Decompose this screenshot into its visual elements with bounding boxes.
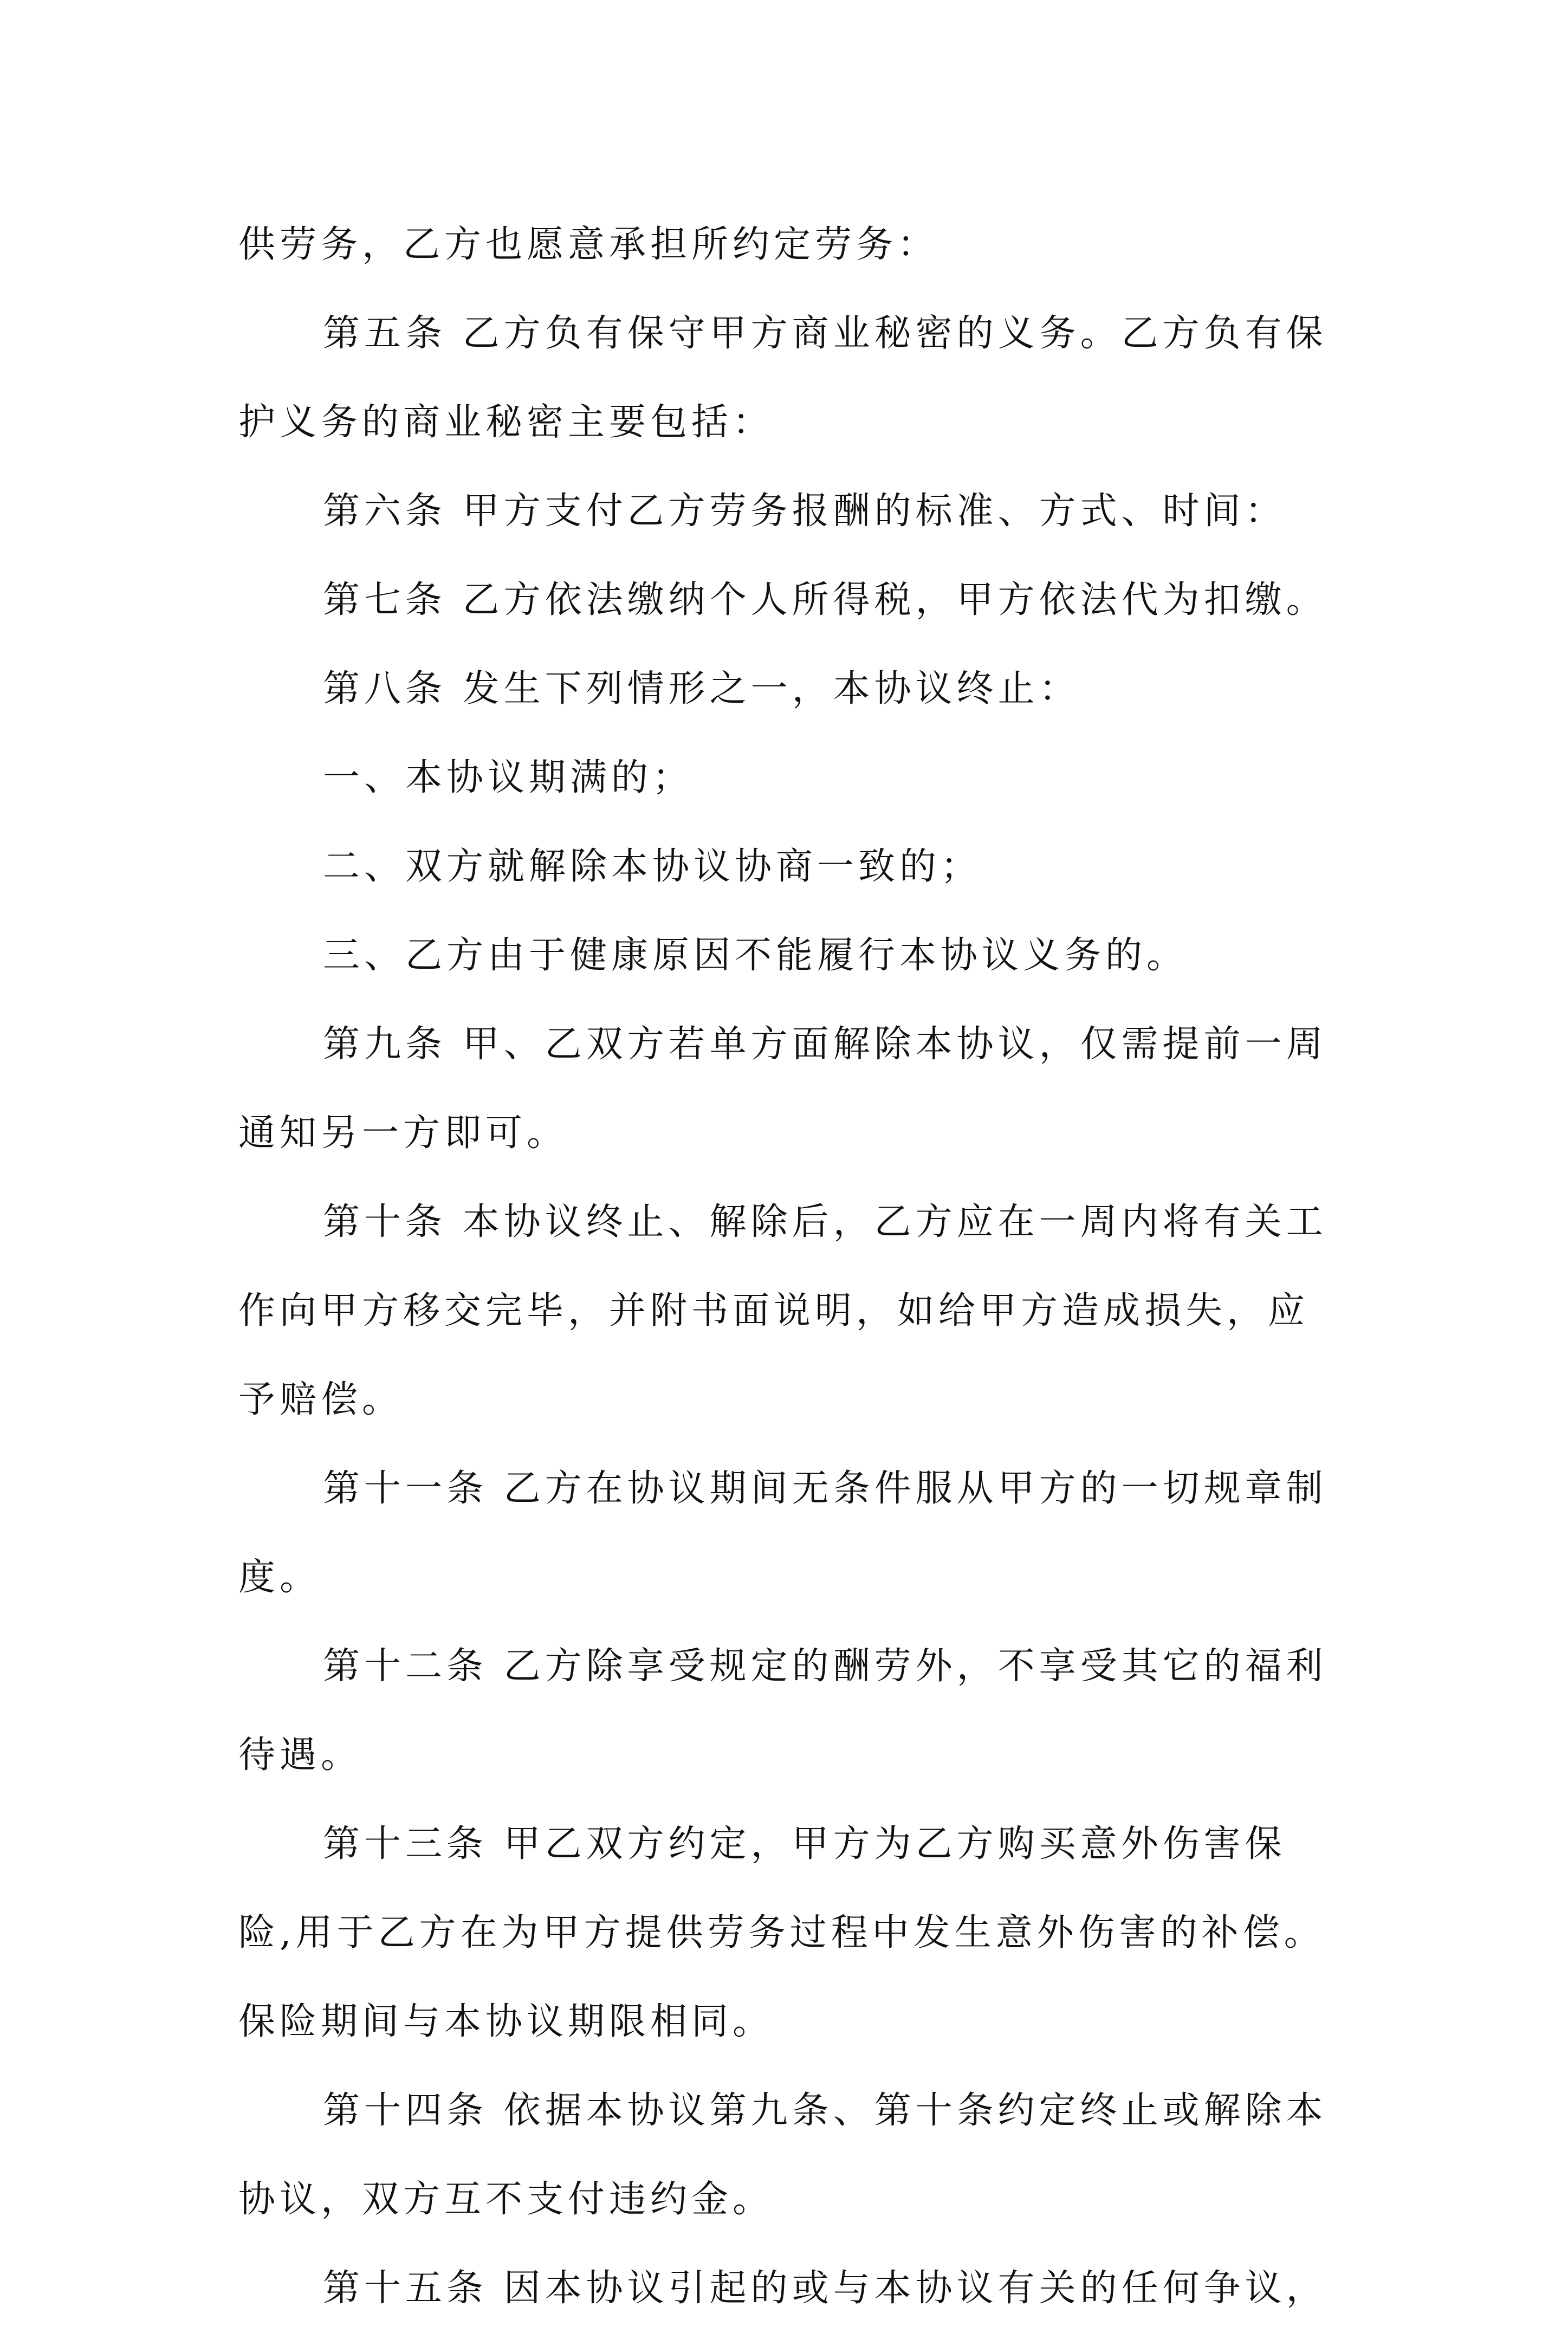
paragraph: 第十条 本协议终止、解除后，乙方应在一周内将有关工作向甲方移交完毕，并附书面说明，如给甲方造成损失，应予赔偿。: [238, 1201, 1327, 1421]
paragraph: 第九条 甲、乙双方若单方面解除本协议，仅需提前一周通知另一方即可。: [238, 1023, 1327, 1155]
paragraph: 第十一条 乙方在协议期间无条件服从甲方的一切规章制度。: [238, 1467, 1327, 1599]
paragraph: 第六条 甲方支付乙方劳务报酬的标准、方式、时间：: [323, 490, 1286, 533]
paragraph: 供劳务，乙方也愿意承担所约定劳务：: [238, 223, 939, 266]
paragraph: 第五条 乙方负有保守甲方商业秘密的义务。乙方负有保护义务的商业秘密主要包括：: [238, 312, 1327, 444]
paragraph: 第十二条 乙方除享受规定的酬劳外，不享受其它的福利待遇。: [238, 1645, 1327, 1777]
document-body: [238, 200, 1338, 2333]
paragraph: 第十五条 因本协议引起的或与本协议有关的任何争议，: [323, 2267, 1327, 2310]
paragraph: 第十三条 甲乙双方约定，甲方为乙方购买意外伤害保险,用于乙方在为甲方提供劳务过程中发生意外伤害的补偿。保险期间与本协议期限相同。: [238, 1823, 1325, 2043]
paragraph: 第八条 发生下列情形之一，本协议终止：: [323, 668, 1080, 710]
paragraph: 第七条 乙方依法缴纳个人所得税，甲方依法代为扣缴。: [323, 579, 1327, 621]
paragraph: 三、乙方由于健康原因不能履行本协议义务的。: [323, 934, 1188, 977]
paragraph: 二、双方就解除本协议协商一致的；: [323, 845, 982, 888]
paragraph: 一、本协议期满的；: [323, 756, 694, 799]
paragraph: 第十四条 依据本协议第九条、第十条约定终止或解除本协议，双方互不支付违约金。: [238, 2089, 1327, 2221]
